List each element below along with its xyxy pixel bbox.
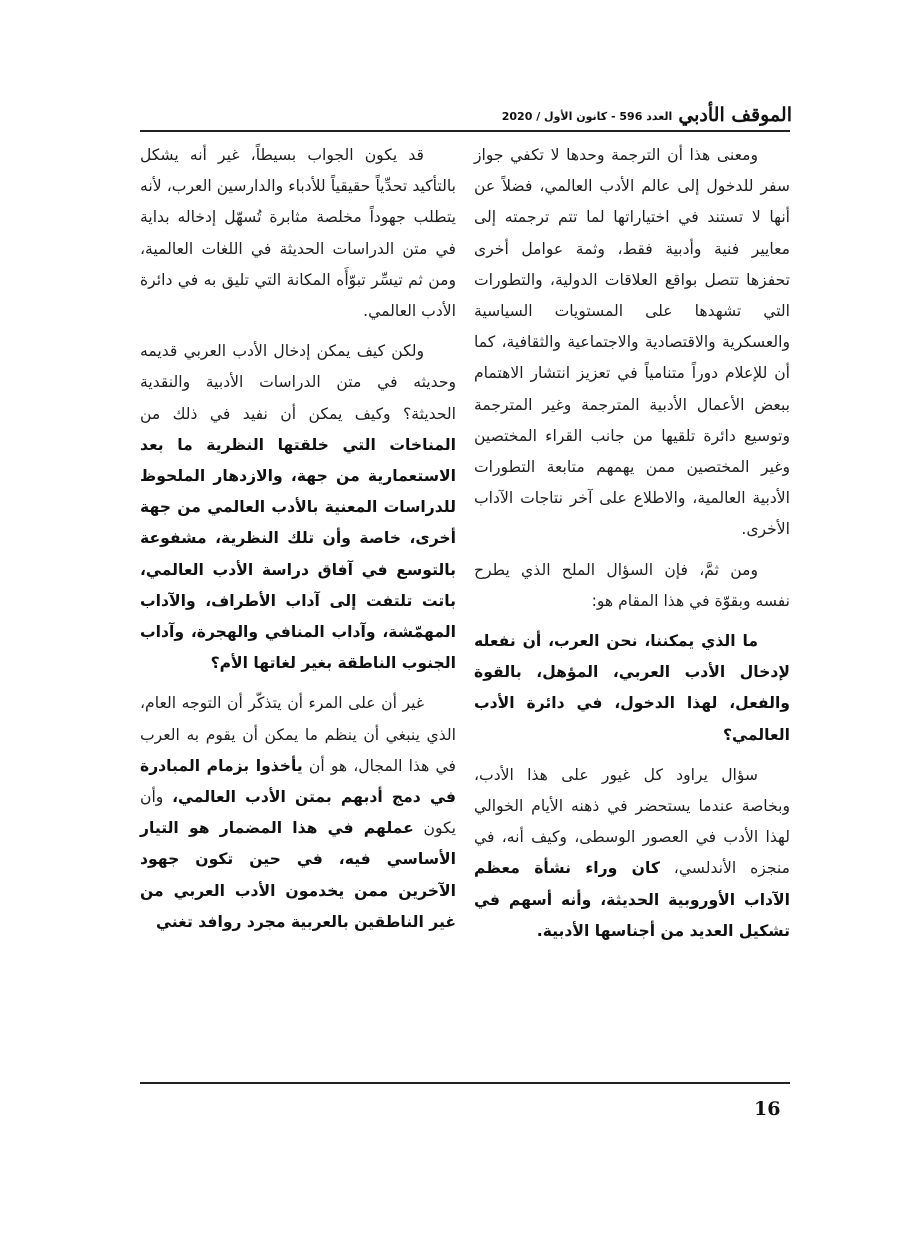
page-header	[501, 96, 792, 126]
paragraph	[140, 688, 456, 938]
paragraph-text: ولكن كيف يمكن إدخال الأدب العربي قديمه وحديثه في متن الدراسات الأدبية والنقدية الحديثة؟ وكيف يمكن أن نفيد في ذلك من	[140, 342, 456, 423]
paragraph-bold-text: كان وراء نشأة معظم الآداب الأوروبية الحديثة، وأنه أسهم في تشكيل العديد من أجناسها الأدبية.	[474, 859, 790, 940]
left-text-column	[140, 140, 456, 947]
paragraph-bold-text: يأخذوا بزمام المبادرة في دمج أدبهم بمتن الأدب العالمي،	[140, 756, 456, 807]
footer-rule	[140, 1082, 790, 1084]
paragraph: قد يكون الجواب بسيطاً، غير أنه يشكل بالتأكيد تحدِّياً حقيقياً للأدباء والدارسين العرب، لأنه يتطلب جهوداً مخلصة مثابرة تُسهّل إدخاله بداية في متن الدراسات الحديثة في اللغات العالمية، ومن ثم تيسِّر تبوّأَه المكانة التي تليق به في دائرة الأدب العالمي.	[140, 146, 456, 321]
header-rule	[140, 130, 790, 132]
paragraph: ومن ثمَّ، فإن السؤال الملح الذي يطرح نفسه وبقوّة في هذا المقام هو:	[474, 560, 790, 610]
paragraph-bold-text: المناخات التي خلقتها النظرية ما بعد الاستعمارية من جهة، والازدهار الملحوظ للدراسات المعنية بالأدب العالمي من جهة أخرى، خاصة وأن تلك النظرية، مشفوعة بالتوسع في آفاق دراسة الأدب العالمي، باتت تلتفت إلى آداب الأطراف، والآداب المهمّشة، وآداب المنافي والهجرة، وآداب الجنوب الناطقة بغير لغاتها الأم؟	[140, 435, 456, 673]
paragraph: ومعنى هذا أن الترجمة وحدها لا تكفي جواز سفر للدخول إلى عالم الأدب العالمي، فضلاً عن أنها لا تستند في اختياراتها لما تتم ترجمته إلى معايير فنية وأدبية فقط، وثمة عوامل أخرى تحفزها تتصل بواقع العلاقات الدولية، والتطورات التي تشهدها على المستويات السياسية والعسكرية والاقتصادية والاجتماعية والثقافية، كما أن للإعلام دوراً متنامياً في تعزيز انتشار الاهتمام ببعض الأعمال الأدبية المترجمة وغير المترجمة وتوسيع دائرة تلقيها من جانب القراء المختصين وغير المختصين ممن يهمهم متابعة التطورات الأدبية العالمية، والاطلاع على آخر نتاجات الآداب الأخرى.	[474, 146, 790, 539]
bold-question-paragraph: ما الذي يمكننا، نحن العرب، أن نفعله لإدخال الأدب العربي، المؤهل، بالقوة والفعل، لهذا الدخول، في دائرة الأدب العالمي؟	[474, 632, 790, 744]
page-number: 16	[754, 1098, 781, 1120]
paragraph	[474, 760, 790, 947]
right-text-column	[474, 140, 790, 956]
paragraph-text: غير أن على المرء أن يتذكّر أن التوجه العام، الذي ينبغي أن ينظم ما يمكن أن يقوم به العرب في هذا المجال، هو أن	[140, 694, 456, 775]
paragraph-bold-text: عملهم في هذا المضمار هو التيار الأساسي فيه، في حين تكون جهود الآخرين ممن يخدمون الأدب العربي من غير الناطقين بالعربية مجرد روافد تغني	[140, 819, 456, 931]
paragraph-text: وأن يكون	[140, 788, 456, 838]
magazine-logo: الموقف الأدبي	[678, 104, 792, 126]
paragraph	[140, 336, 456, 679]
issue-info: العدد 596 - كانون الأول / 2020	[501, 110, 673, 123]
paragraph-text: سؤال يراود كل غيور على هذا الأدب، وبخاصة عندما يستحضر في ذهنه الأيام الخوالي لهذا الأدب في العصور الوسطى، وكيف أنه، في منجزه الأندلسي،	[474, 765, 790, 878]
